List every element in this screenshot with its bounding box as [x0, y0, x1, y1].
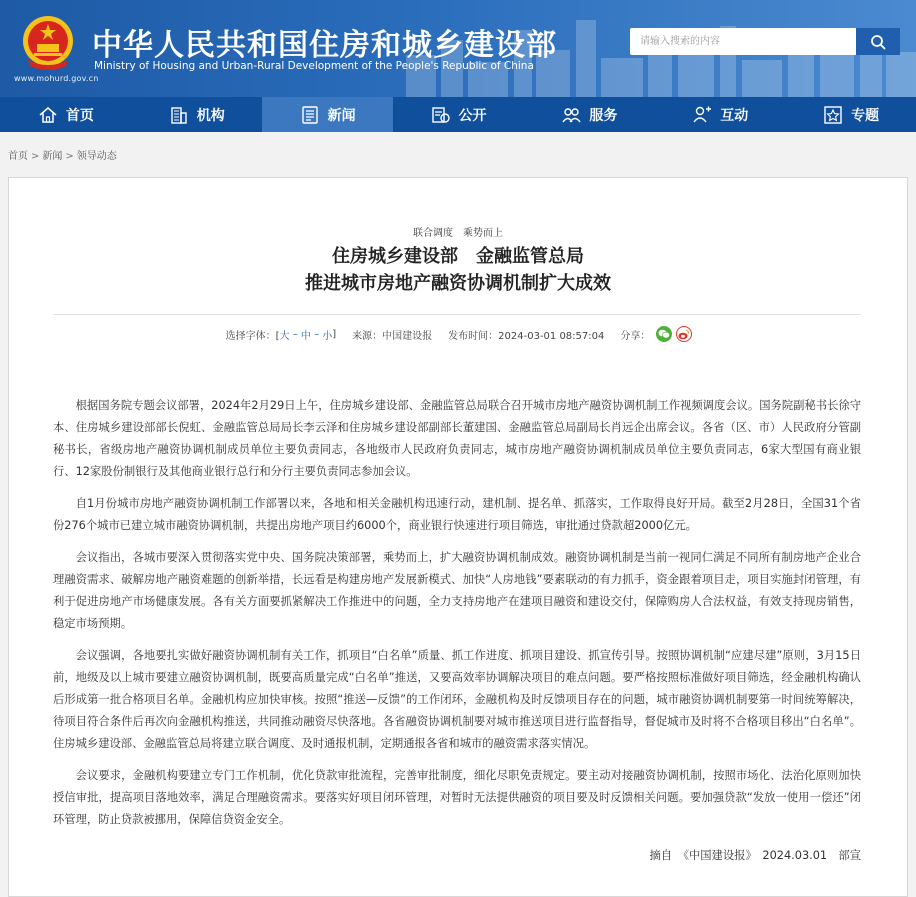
article-card: [8, 177, 908, 897]
site-subtitle: Ministry of Housing and Urban-Rural Development of the People's Republic of China: [94, 60, 534, 72]
font-size-separator: –: [289, 328, 301, 340]
title-divider: [53, 314, 861, 315]
breadcrumb: [8, 147, 117, 162]
nav-item-label: 机构: [196, 107, 225, 124]
article-paragraph: 自1月份城市房地产融资协调机制工作部署以来，各地和相关金融机构迅速行动，建机制、提名单、抓落实，工作取得良好开局。截至2月28日，全国31个省份276个城市已建立城市融资协调机制，共提出房地产项目约6000个，商业银行快速进行项目筛选，审批通过贷款超2000亿元。: [53, 497, 861, 532]
public-icon: [430, 104, 452, 126]
article-paragraph: 根据国务院专题会议部署，2024年2月29日上午，住房城乡建设部、金融监管总局联合召开城市房地产融资协调机制工作视频调度会议。国务院副秘书长徐守本、住房城乡建设部部长倪虹、金融监管总局局长李云泽和住房城乡建设部副部长董建国、金融监管总局副局长肖远企出席会议。各省（区、市）人民政府分管副秘书长，省级房地产融资协调机制成员单位主要负责同志，各地级市人民政府负责同志，城市房地产融资协调机制成员单位主要负责同志，6家大型国有商业银行、12家股份制银行及其他商业银行总行和分行主要负责同志参加会议。: [53, 399, 861, 478]
article-paragraph: 会议指出，各城市要深入贯彻落实党中央、国务院决策部署，乘势而上，扩大融资协调机制成效。融资协调机制是当前一视同仁满足不同所有制房地产企业合理融资需求、破解房地产融资难题的创新举措，长远看是构建房地产发展新模式、加快“人房地钱”要素联动的有力抓手，资金跟着项目走，项目实施封闭管理，有利于促进房地产市场健康发展。各有关方面要抓紧解决工作推进中的问题，全力支持房地产在建项目融资和建设交付，保障购房人合法权益，有效支持现房销售，稳定市场预期。: [53, 551, 861, 630]
wechat-share-icon[interactable]: [656, 326, 672, 342]
nav-item-label: 公开: [458, 107, 487, 124]
nav-item-label: 互动: [720, 107, 749, 124]
article-title-line2: 推进城市房地产融资协调机制扩大成效: [305, 273, 611, 294]
nav-item-public[interactable]: [393, 97, 524, 132]
nav-item-home[interactable]: [0, 97, 131, 132]
article-meta: [9, 326, 909, 342]
weibo-share-icon[interactable]: [676, 326, 692, 342]
interact-icon: [691, 104, 713, 126]
font-size-label: 选择字体：[: [225, 330, 280, 342]
article-body: [53, 395, 861, 841]
site-title[interactable]: 中华人民共和国住房和城乡建设部: [92, 28, 557, 63]
breadcrumb-home[interactable]: 首页: [8, 151, 28, 162]
breadcrumb-news[interactable]: 新闻: [42, 151, 63, 162]
article-kicker: 联合调度 乘势而上: [413, 228, 503, 239]
search-input[interactable]: [630, 28, 856, 55]
nav-item-label: 专题: [851, 107, 880, 124]
nav-item-label: 新闻: [327, 107, 356, 124]
font-size-separator: –: [310, 328, 323, 340]
nav-item-news[interactable]: [262, 97, 393, 132]
search-icon: [870, 34, 886, 50]
font-size-close: ]: [332, 328, 337, 340]
breadcrumb-separator: >: [31, 151, 40, 162]
nav-item-label: 服务: [589, 107, 618, 124]
article-date: 发布时间：2024-03-01 08:57:04: [448, 330, 605, 342]
font-size-small[interactable]: 小: [322, 330, 333, 342]
article-source-line: 摘自 《中国建设报》 2024.03.01 部宣: [649, 849, 861, 862]
service-icon: [560, 104, 582, 126]
article-paragraph: 会议要求，金融机构要建立专门工作机制，优化贷款审批流程，完善审批制度，细化尽职免责规定。要主动对接融资协调机制，按照市场化、法治化原则加快授信审批，提高项目落地效率，满足合理融资需求。要落实好项目闭环管理，对暂时无法提供融资的项目要及时反馈相关问题。要加强贷款“发放一使用一偿还”闭环管理，防止贷款被挪用，保障信贷资金安全。: [53, 769, 861, 826]
search-button[interactable]: [856, 28, 900, 55]
home-icon: [37, 104, 59, 126]
breadcrumb-separator: >: [65, 151, 74, 162]
star-icon: [822, 104, 844, 126]
site-url: www.mohurd.gov.cn: [14, 74, 99, 83]
news-icon: [299, 104, 321, 126]
share-label: 分享：: [620, 330, 651, 342]
nav-item-label: 首页: [65, 107, 94, 124]
national-emblem-icon: [20, 14, 76, 72]
building-icon: [168, 104, 190, 126]
nav-item-service[interactable]: [523, 97, 654, 132]
font-size-large[interactable]: 大: [279, 330, 290, 342]
font-size-medium[interactable]: 中: [300, 330, 311, 342]
article-source: 来源：中国建设报: [352, 330, 433, 342]
nav-item-interact[interactable]: [654, 97, 785, 132]
nav-item-institutions[interactable]: [131, 97, 262, 132]
site-banner: [0, 0, 916, 97]
article-title-line1: 住房城乡建设部 金融监管总局: [332, 246, 584, 267]
search-box: [630, 28, 900, 55]
main-nav: [0, 97, 916, 132]
breadcrumb-leadership[interactable]: 领导动态: [76, 151, 117, 162]
nav-item-topics[interactable]: [785, 97, 916, 132]
article-paragraph: 会议强调，各地要扎实做好融资协调机制有关工作，抓项目“白名单”质量、抓工作进度、抓项目建设、抓宣传引导。按照协调机制“应建尽建”原则，3月15日前，地级及以上城市要建立融资协调机制，既要高质量完成“白名单”推送，又要高效率协调解决项目的难点问题。要严格按照标准做好项目筛选，经金融机构确认后形成第一批合格项目名单。金融机构应加快审核。按照“推送—反馈”的工作闭环，金融机构及时反馈项目存在的问题，城市融资协调机制要第一时间统筹解决，待项目符合条件后再次向金融机构推送，共同推动融资尽快落地。各省融资协调机制要对城市推送项目进行监督指导，督促城市及时将不合格项目移出“白名单”。住房城乡建设部、金融监管总局将建立联合调度、及时通报机制，定期通报各省和城市的融资需求落实情况。: [53, 649, 861, 750]
